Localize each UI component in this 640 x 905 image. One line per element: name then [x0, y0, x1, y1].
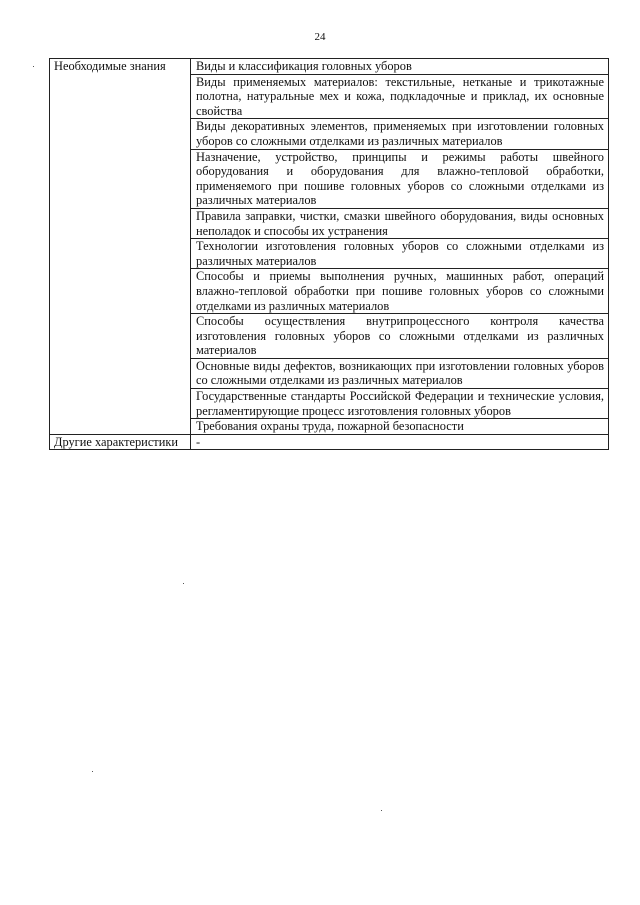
other-characteristics-value: - — [191, 434, 609, 450]
knowledge-item: Виды применяемых материалов: текстильные, нетканые и трикотажные полотна, натуральные мех и кожа, подкладочные и приклад, их основные свойства — [191, 74, 609, 119]
knowledge-item: Государственные стандарты Российской Федерации и технические условия, регламентирующие процесс изготовления головных уборов — [191, 389, 609, 419]
knowledge-item: Технологии изготовления головных уборов со сложными отделками из различных материалов — [191, 239, 609, 269]
scan-speck — [33, 66, 34, 67]
table-row — [50, 59, 609, 75]
knowledge-item: Основные виды дефектов, возникающих при изготовлении головных уборов со сложными отделками из различных материалов — [191, 358, 609, 388]
knowledge-item: Виды и классификация головных уборов — [191, 59, 609, 75]
scan-speck — [381, 810, 382, 811]
knowledge-item: Способы и приемы выполнения ручных, машинных работ, операций влажно-тепловой обработки при пошиве головных уборов со сложными отделками из различных материалов — [191, 269, 609, 314]
knowledge-label: Необходимые знания — [50, 59, 191, 435]
knowledge-item: Правила заправки, чистки, смазки швейного оборудования, виды основных неполадок и способы их устранения — [191, 208, 609, 238]
knowledge-item: Назначение, устройство, принципы и режимы работы швейного оборудования и оборудования для влажно-тепловой обработки, применяемого при пошиве головных уборов со сложными отделками из различных материалов — [191, 149, 609, 208]
requirements-table — [49, 58, 609, 450]
scan-speck — [92, 771, 93, 772]
knowledge-item: Требования охраны труда, пожарной безопасности — [191, 419, 609, 435]
knowledge-item: Виды декоративных элементов, применяемых при изготовлении головных уборов со сложными отделками из различных материалов — [191, 119, 609, 149]
table-row — [50, 434, 609, 450]
scan-speck — [183, 583, 184, 584]
other-characteristics-label: Другие характеристики — [50, 434, 191, 450]
page-number: 24 — [314, 31, 326, 43]
knowledge-item: Способы осуществления внутрипроцессного контроля качества изготовления головных уборов со сложными отделками из различных материалов — [191, 314, 609, 359]
